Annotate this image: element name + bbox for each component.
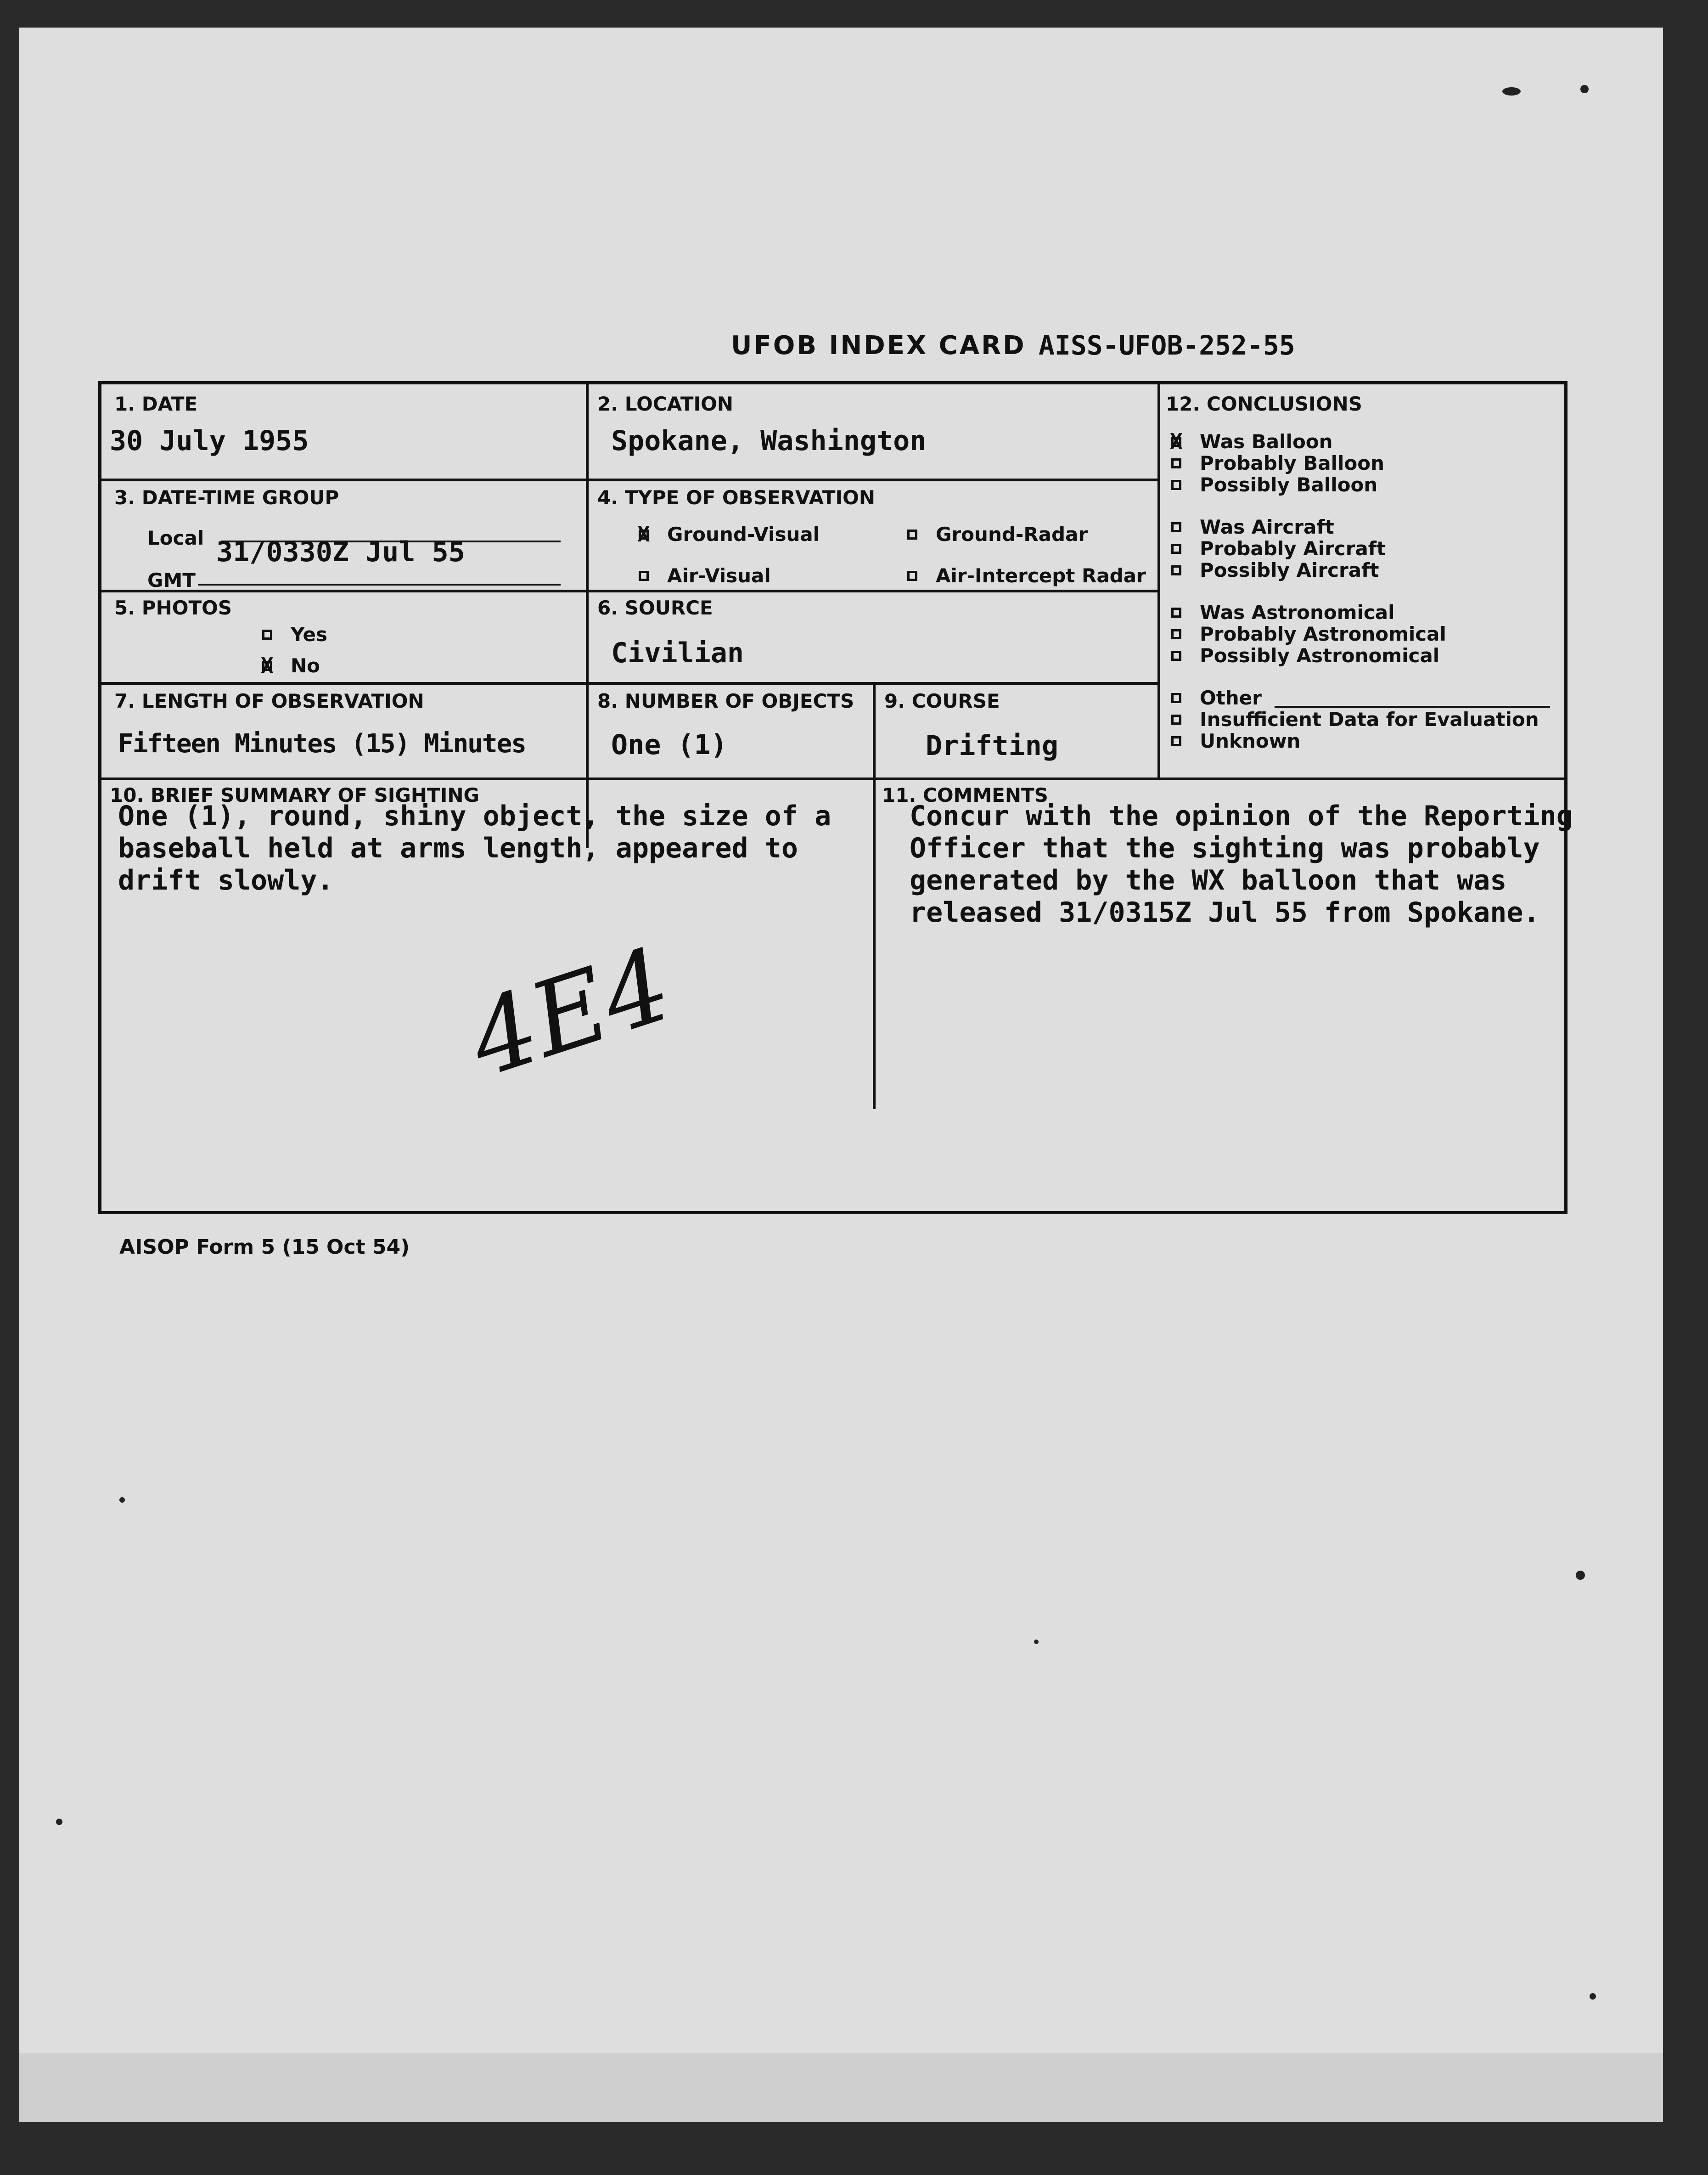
location-label: 2. LOCATION — [597, 393, 733, 415]
checkbox-air-intercept-radar[interactable] — [907, 571, 917, 581]
checkbox-was-aircraft[interactable] — [1171, 522, 1181, 532]
scan-bottom-edge — [19, 2053, 1663, 2122]
conclusion-probably-balloon[interactable] — [1171, 452, 1384, 474]
length-value: Fifteen Minutes (15) Minutes — [118, 729, 526, 759]
checkbox-probably-aircraft[interactable] — [1171, 544, 1181, 554]
conclusion-label: Probably Aircraft — [1200, 537, 1386, 560]
card-title: UFOB INDEX CARD — [731, 331, 1026, 361]
photos-option-label: Yes — [291, 623, 328, 646]
checkbox-probably-astronomical[interactable] — [1171, 629, 1181, 639]
type-option-label: Air-Intercept Radar — [936, 564, 1146, 587]
conclusion-possibly-balloon[interactable] — [1171, 473, 1377, 496]
conclusion-was-balloon[interactable] — [1171, 430, 1333, 453]
conclusion-label: Probably Astronomical — [1200, 623, 1446, 645]
conclusion-probably-aircraft[interactable] — [1171, 537, 1386, 560]
summary-text — [118, 800, 831, 896]
type-option-air-intercept-radar[interactable] — [907, 564, 1146, 587]
index-card-form — [98, 381, 1573, 1214]
form-footer: AISOP Form 5 (15 Oct 54) — [119, 1235, 410, 1259]
conclusion-was-aircraft[interactable] — [1171, 516, 1334, 538]
checkbox-possibly-astronomical[interactable] — [1171, 651, 1181, 661]
conclusion-possibly-astronomical[interactable] — [1171, 644, 1439, 667]
dtg-label: 3. DATE-TIME GROUP — [114, 486, 339, 509]
conclusion-was-astronomical[interactable] — [1171, 601, 1395, 624]
checkbox-photos-yes[interactable] — [262, 630, 272, 640]
type-option-label: Air-Visual — [667, 564, 771, 587]
location-value: Spokane, Washington — [611, 425, 927, 457]
conclusion-insufficient-data[interactable] — [1171, 708, 1539, 731]
checkbox-ground-visual[interactable] — [639, 530, 649, 540]
objects-value: One (1) — [611, 729, 727, 761]
scan-speck — [1576, 1571, 1585, 1580]
conclusion-label: Possibly Balloon — [1200, 473, 1378, 496]
checkbox-other[interactable] — [1171, 693, 1181, 703]
photos-option-label: No — [291, 654, 320, 677]
dtg-local-value: 31/0330Z Jul 55 — [216, 536, 465, 568]
scan-speck — [1590, 1993, 1596, 2000]
conclusion-label: Possibly Aircraft — [1200, 559, 1379, 581]
photos-label: 5. PHOTOS — [114, 597, 232, 619]
type-option-ground-visual[interactable] — [639, 523, 820, 546]
type-option-label: Ground-Visual — [667, 523, 820, 546]
checkbox-was-astronomical[interactable] — [1171, 608, 1181, 618]
comments-text — [910, 800, 1573, 929]
conclusion-possibly-aircraft[interactable] — [1171, 559, 1379, 581]
summary-line: drift slowly. — [118, 864, 334, 896]
dtg-local-label: Local — [147, 527, 204, 549]
date-value: 30 July 1955 — [110, 425, 309, 457]
photos-option-no[interactable] — [262, 654, 320, 677]
objects-label: 8. NUMBER OF OBJECTS — [597, 690, 854, 712]
comments-label: 11. COMMENTS — [882, 784, 1048, 806]
checkbox-possibly-balloon[interactable] — [1171, 480, 1181, 490]
summary-line: baseball held at arms length, appeared to — [118, 832, 798, 864]
checkbox-air-visual[interactable] — [639, 571, 649, 581]
type-option-label: Ground-Radar — [936, 523, 1088, 546]
scan-speck — [56, 1819, 62, 1825]
comments-line: Officer that the sighting was probably — [910, 832, 1540, 864]
dtg-gmt-line — [198, 584, 561, 586]
conclusion-label: Possibly Astronomical — [1200, 644, 1440, 667]
conclusions-label: 12. CONCLUSIONS — [1166, 393, 1362, 415]
checkbox-possibly-aircraft[interactable] — [1171, 565, 1181, 575]
checkbox-probably-balloon[interactable] — [1171, 458, 1181, 468]
scan-speck — [1502, 87, 1521, 96]
checkbox-was-balloon[interactable] — [1171, 437, 1181, 447]
checkbox-insufficient-data[interactable] — [1171, 715, 1181, 725]
conclusion-label: Other — [1200, 687, 1262, 709]
scan-speck — [1580, 85, 1589, 93]
type-option-air-visual[interactable] — [639, 564, 771, 587]
scan-speck — [119, 1497, 125, 1503]
other-line — [1275, 706, 1550, 708]
source-value: Civilian — [611, 637, 744, 669]
comments-line: released 31/0315Z Jul 55 from Spokane. — [910, 896, 1540, 929]
date-label: 1. DATE — [114, 393, 198, 415]
dtg-gmt-label: GMT — [147, 569, 196, 592]
checkbox-unknown[interactable] — [1171, 736, 1181, 746]
conclusion-label: Insufficient Data for Evaluation — [1200, 708, 1539, 731]
summary-label: 10. BRIEF SUMMARY OF SIGHTING — [110, 784, 479, 806]
conclusion-label: Probably Balloon — [1200, 452, 1384, 474]
type-label: 4. TYPE OF OBSERVATION — [597, 486, 876, 509]
conclusion-label: Was Balloon — [1200, 430, 1333, 453]
type-option-ground-radar[interactable] — [907, 523, 1088, 546]
comments-line: generated by the WX balloon that was — [910, 864, 1507, 896]
document-sheet — [19, 28, 1663, 2122]
source-label: 6. SOURCE — [597, 597, 713, 619]
conclusion-label: Unknown — [1200, 730, 1301, 752]
conclusion-label: Was Astronomical — [1200, 601, 1395, 624]
conclusion-other[interactable] — [1171, 687, 1262, 709]
comments-line: Concur with the opinion of the Reporting — [910, 800, 1573, 832]
conclusion-label: Was Aircraft — [1200, 516, 1334, 538]
handwritten-note: 4E4 — [455, 925, 685, 1100]
course-value: Drifting — [926, 730, 1058, 762]
checkbox-photos-no[interactable] — [262, 661, 272, 671]
photos-option-yes[interactable] — [262, 623, 327, 646]
summary-line: One (1), round, shiny object, the size of a — [118, 800, 832, 832]
conclusion-unknown[interactable] — [1171, 730, 1300, 752]
conclusion-probably-astronomical[interactable] — [1171, 623, 1446, 645]
length-label: 7. LENGTH OF OBSERVATION — [114, 690, 424, 712]
checkbox-ground-radar[interactable] — [907, 530, 917, 540]
case-id: AISS-UFOB-252-55 — [1039, 330, 1295, 361]
scan-speck — [1034, 1640, 1039, 1644]
course-label: 9. COURSE — [884, 690, 1000, 712]
